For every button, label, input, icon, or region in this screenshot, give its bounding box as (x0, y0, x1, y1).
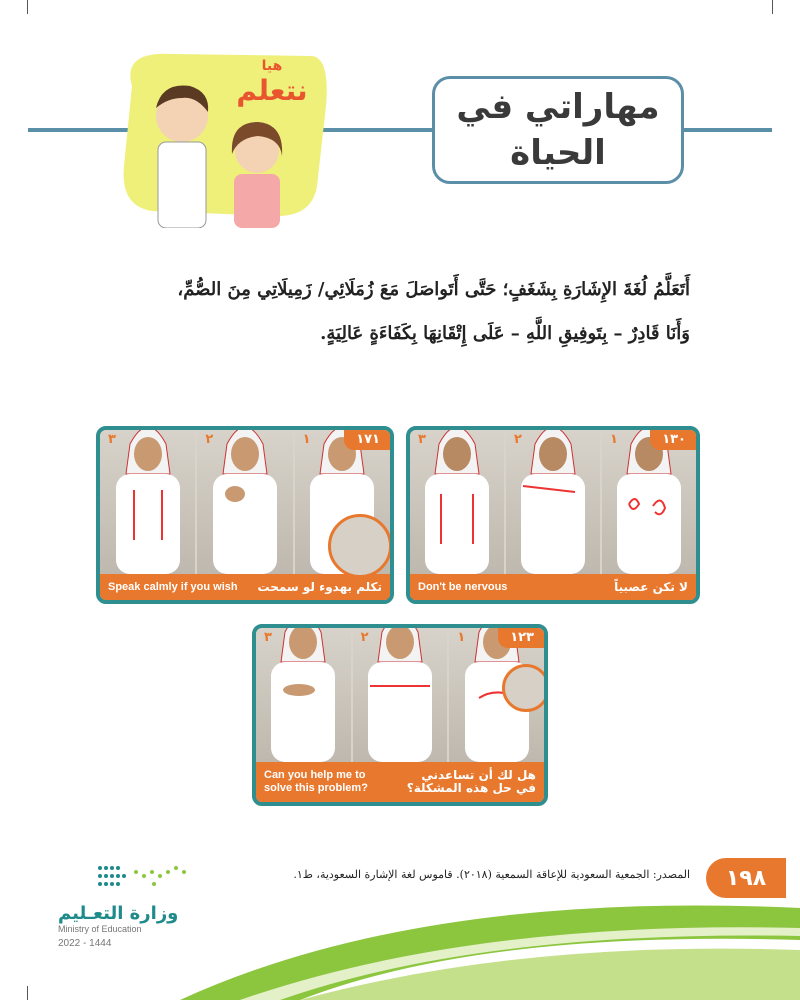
header-rule-right (680, 128, 772, 132)
ministry-name-english: Ministry of Education (58, 924, 142, 934)
page-number: ١٩٨ (706, 858, 786, 898)
intro-line-2: وَأَنَا قَادِرٌ – بِتَوفِيقِ اللَّهِ – عَلَى إِتْقَانِهَا بِكَفَاءَةٍ عَالِيَةٍ. (320, 323, 690, 344)
edition-year: 2022 - 1444 (58, 938, 112, 949)
caption-english: Speak calmly if you wish (108, 581, 238, 593)
sign-frame (256, 628, 351, 762)
ministry-logo-icon (96, 862, 192, 892)
mascot-label (226, 58, 318, 114)
signer-figure (417, 430, 497, 574)
sign-frame (600, 430, 696, 574)
caption-bar (100, 574, 390, 600)
sign-frames (256, 628, 544, 762)
ministry-name-arabic: وزارة التعـليم (58, 903, 179, 924)
caption-english-line1: Can you help me to (264, 769, 366, 781)
caption-english (264, 769, 368, 795)
intro-line-1: أَتَعَلَّمُ لُغَةَ الإِشَارَةِ بِشَغَفٍ؛ حَتَّى أَتَواصَلَ مَعَ زُمَلَائِي/ زَمِيلَاتِي مِنَ الصُّمِّ، (177, 279, 690, 300)
lesson-title-line1: مهاراتي في (456, 87, 660, 127)
sign-frame (504, 430, 600, 574)
signer-figure (513, 430, 593, 574)
frame-number: ٢ (205, 432, 214, 447)
crop-mark (772, 0, 773, 14)
card-number: ١٢٣ (498, 628, 544, 648)
frame-number: ٢ (360, 630, 369, 645)
sign-frame (195, 430, 292, 574)
caption-english: Don't be nervous (418, 581, 508, 593)
frame-number: ١ (302, 432, 311, 447)
frame-number: ٣ (264, 630, 272, 645)
caption-arabic-line1: هل لك أن تساعدني (421, 768, 536, 782)
card-number: ١٧١ (344, 430, 390, 450)
caption-arabic (407, 769, 536, 795)
card-number: ١٣٠ (650, 430, 696, 450)
lesson-title-box (432, 76, 684, 184)
frame-number: ١ (610, 432, 618, 447)
caption-arabic-line2: في حل هذه المشكلة؟ (406, 781, 536, 795)
sign-frame (410, 430, 504, 574)
mascot-label-small: هيا (261, 58, 283, 74)
sign-frames (410, 430, 696, 574)
mascot-label-big: نتعلم (236, 74, 308, 107)
sign-frame (100, 430, 195, 574)
crop-mark (27, 0, 28, 14)
signer-figure (609, 430, 689, 574)
signer-figure (263, 628, 343, 762)
caption-english-line2: solve this problem? (264, 782, 368, 794)
sign-card-can-you-help (252, 624, 548, 806)
intro-paragraph (120, 268, 690, 356)
signer-figure (108, 430, 188, 574)
sign-card-dont-be-nervous (406, 426, 700, 604)
frame-number: ٣ (418, 432, 426, 447)
frame-number: ٣ (108, 432, 116, 447)
caption-arabic: تكلم بهدوء لو سمحت (257, 580, 382, 594)
detail-inset-circle (502, 664, 548, 712)
lesson-title (456, 84, 659, 176)
frame-number: ٢ (514, 432, 522, 447)
sign-frame (351, 628, 448, 762)
decorative-swoosh (0, 880, 800, 1000)
signer-figure (360, 628, 440, 762)
source-citation: المصدر: الجمعية السعودية للإعاقة السمعية (٢٠١٨). قاموس لغة الإشارة السعودية، ط١. (293, 868, 690, 881)
frame-number: ١ (457, 630, 466, 645)
signer-figure (205, 430, 285, 574)
caption-bar (410, 574, 696, 600)
detail-inset-circle (328, 514, 392, 578)
sign-card-speak-calmly (96, 426, 394, 604)
caption-arabic: لا تكن عصبياً (614, 580, 688, 594)
caption-bar (256, 762, 544, 802)
lesson-title-line2: الحياة (510, 133, 606, 173)
